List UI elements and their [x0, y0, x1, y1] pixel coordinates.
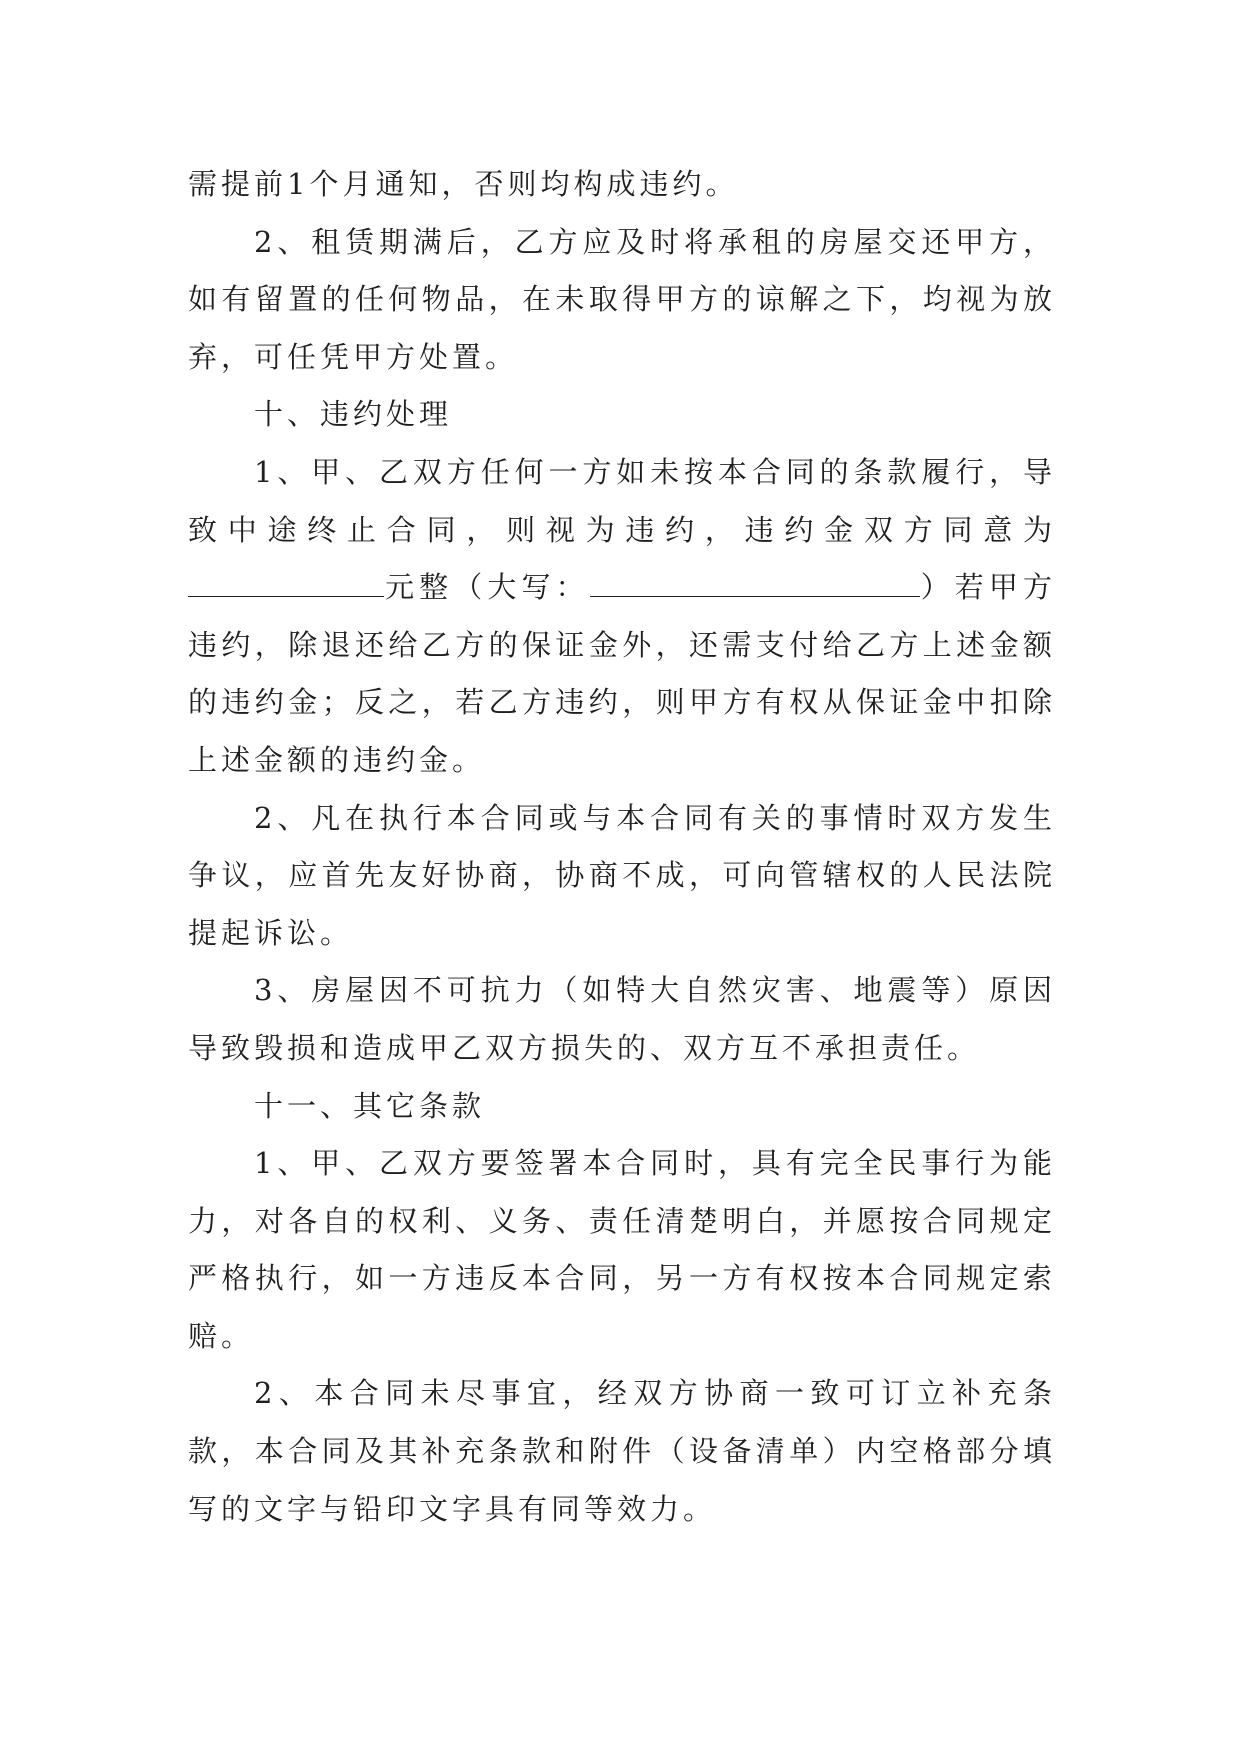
contract-body — [188, 156, 1056, 1538]
paragraph-lease-expiry: 2、租赁期满后，乙方应及时将承租的房屋交还甲方，如有留置的任何物品，在未取得甲方的谅解之下，均视为放弃，可任凭甲方处置。 — [188, 224, 1056, 374]
paragraph-breach-penalty — [188, 444, 1056, 790]
section-heading-other-terms: 十一、其它条款 — [254, 1088, 486, 1123]
breach-penalty-text-c: ）若甲方违约，除退还给乙方的保证金外，还需支付给乙方上述金额的违约金；反之，若乙方违约，则甲方有权从保证金中扣除上述金额的违约金。 — [188, 570, 1056, 777]
breach-penalty-text-a: 1、甲、乙双方任何一方如未按本合同的条款履行，导致中途终止合同，则视为违约，违约金双方同意为 — [188, 454, 1056, 547]
paragraph-capacity: 1、甲、乙双方要签署本合同时，具有完全民事行为能力，对各自的权利、义务、责任清楚明白，并愿按合同规定严格执行，如一方违反本合同，另一方有权按本合同规定索赔。 — [188, 1146, 1056, 1353]
penalty-amount-blank[interactable] — [188, 566, 384, 597]
paragraph-supplementary: 2、本合同未尽事宜，经双方协商一致可订立补充条款，本合同及其补充条款和附件（设备清单）内空格部分填写的文字与铅印文字具有同等效力。 — [188, 1376, 1056, 1526]
breach-penalty-text-b: 元整（大写： — [384, 570, 590, 605]
section-heading-breach: 十、违约处理 — [254, 397, 453, 432]
paragraph-dispute: 2、凡在执行本合同或与本合同有关的事情时双方发生争议，应首先友好协商，协商不成，可向管辖权的人民法院提起诉讼。 — [188, 800, 1056, 950]
penalty-amount-uppercase-blank[interactable] — [590, 566, 920, 597]
paragraph-force-majeure: 3、房屋因不可抗力（如特大自然灾害、地震等）原因导致毁损和造成甲乙双方损失的、双方互不承担责任。 — [188, 973, 1056, 1065]
paragraph-notice: 需提前1个月通知，否则均构成违约。 — [188, 167, 739, 201]
